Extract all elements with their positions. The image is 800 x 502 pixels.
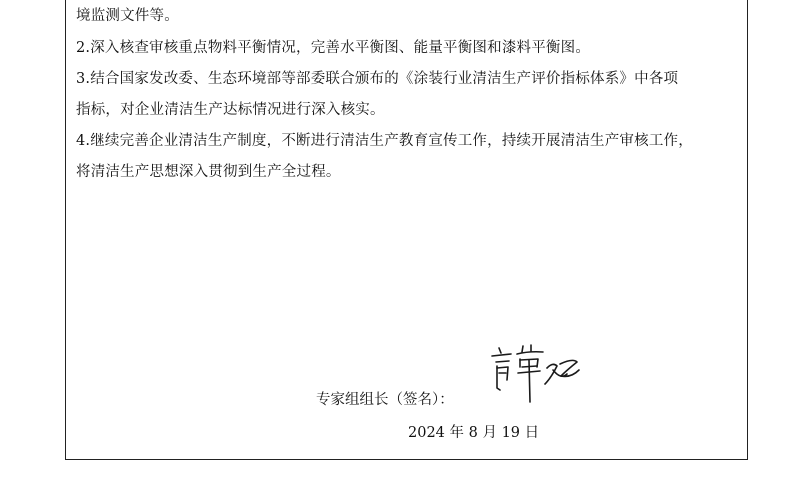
text-line-1: 境监测文件等。	[76, 8, 179, 24]
text-line-3: 3.结合国家发改委、生态环境部等部委联合颁布的《涂装行业清洁生产评价指标体系》中各项	[76, 71, 679, 87]
text-line-2: 2.深入核查审核重点物料平衡情况，完善水平衡图、能量平衡图和漆料平衡图。	[76, 40, 591, 56]
text-line-6: 将清洁生产思想深入贯彻到生产全过程。	[76, 164, 341, 180]
text-line-4: 指标，对企业清洁生产达标情况进行深入核实。	[76, 102, 385, 118]
signature-label: 专家组组长（签名）：	[316, 392, 454, 408]
signature-date: 2024 年 8 月 19 日	[408, 425, 540, 441]
text-line-5: 4.继续完善企业清洁生产制度，不断进行清洁生产教育宣传工作，持续开展清洁生产审核工作，	[76, 133, 693, 149]
handwritten-signature	[487, 340, 583, 412]
